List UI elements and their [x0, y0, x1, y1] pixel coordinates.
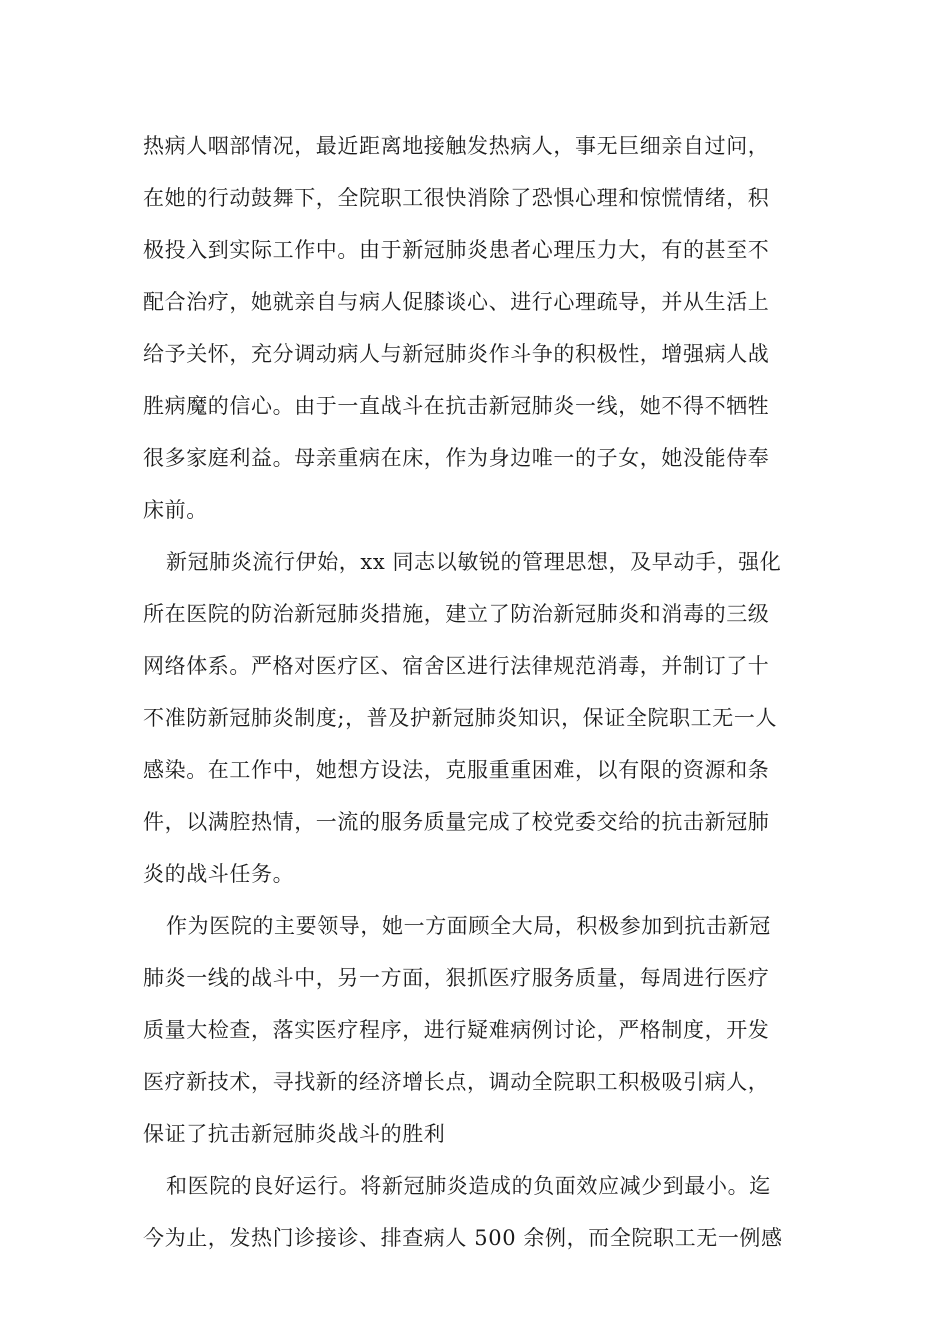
text-line: 床前。	[143, 498, 208, 522]
text-line: 给予关怀，充分调动病人与新冠肺炎作斗争的积极性，增强病人战	[143, 342, 770, 366]
text-line: 极投入到实际工作中。由于新冠肺炎患者心理压力大，有的甚至不	[143, 238, 770, 262]
text-line: 所在医院的防治新冠肺炎措施，建立了防治新冠肺炎和消毒的三级	[143, 602, 770, 626]
text-line: 今为止，发热门诊接诊、排查病人 500 余例，而全院职工无一例感	[143, 1226, 783, 1250]
text-line: 和医院的良好运行。将新冠肺炎造成的负面效应减少到最小。迄	[166, 1174, 771, 1198]
text-line: 胜病魔的信心。由于一直战斗在抗击新冠肺炎一线，她不得不牺牲	[143, 394, 770, 418]
text-line: 感染。在工作中，她想方设法，克服重重困难，以有限的资源和条	[143, 758, 770, 782]
text-line: 不准防新冠肺炎制度;，普及护新冠肺炎知识，保证全院职工无一人	[143, 706, 778, 730]
text-line: 很多家庭利益。母亲重病在床，作为身边唯一的子女，她没能侍奉	[143, 446, 770, 470]
text-line: 肺炎一线的战斗中，另一方面，狠抓医疗服务质量，每周进行医疗	[143, 966, 770, 990]
text-line: 配合治疗，她就亲自与病人促膝谈心、进行心理疏导，并从生活上	[143, 290, 770, 314]
text-line: 保证了抗击新冠肺炎战斗的胜利	[143, 1122, 446, 1146]
text-line: 网络体系。严格对医疗区、宿舍区进行法律规范消毒，并制订了十	[143, 654, 770, 678]
text-line: 件，以满腔热情，一流的服务质量完成了校党委交给的抗击新冠肺	[143, 810, 770, 834]
text-line: 作为医院的主要领导，她一方面顾全大局，积极参加到抗击新冠	[166, 914, 771, 938]
text-line: 在她的行动鼓舞下，全院职工很快消除了恐惧心理和惊慌情绪，积	[143, 186, 770, 210]
text-line: 新冠肺炎流行伊始，xx 同志以敏锐的管理思想，及早动手，强化	[166, 550, 782, 574]
text-line: 医疗新技术，寻找新的经济增长点，调动全院职工积极吸引病人，	[143, 1070, 770, 1094]
text-line: 炎的战斗任务。	[143, 862, 295, 886]
text-line: 热病人咽部情况，最近距离地接触发热病人，事无巨细亲自过问，	[143, 134, 770, 158]
text-line: 质量大检查，落实医疗程序，进行疑难病例讨论，严格制度，开发	[143, 1018, 770, 1042]
